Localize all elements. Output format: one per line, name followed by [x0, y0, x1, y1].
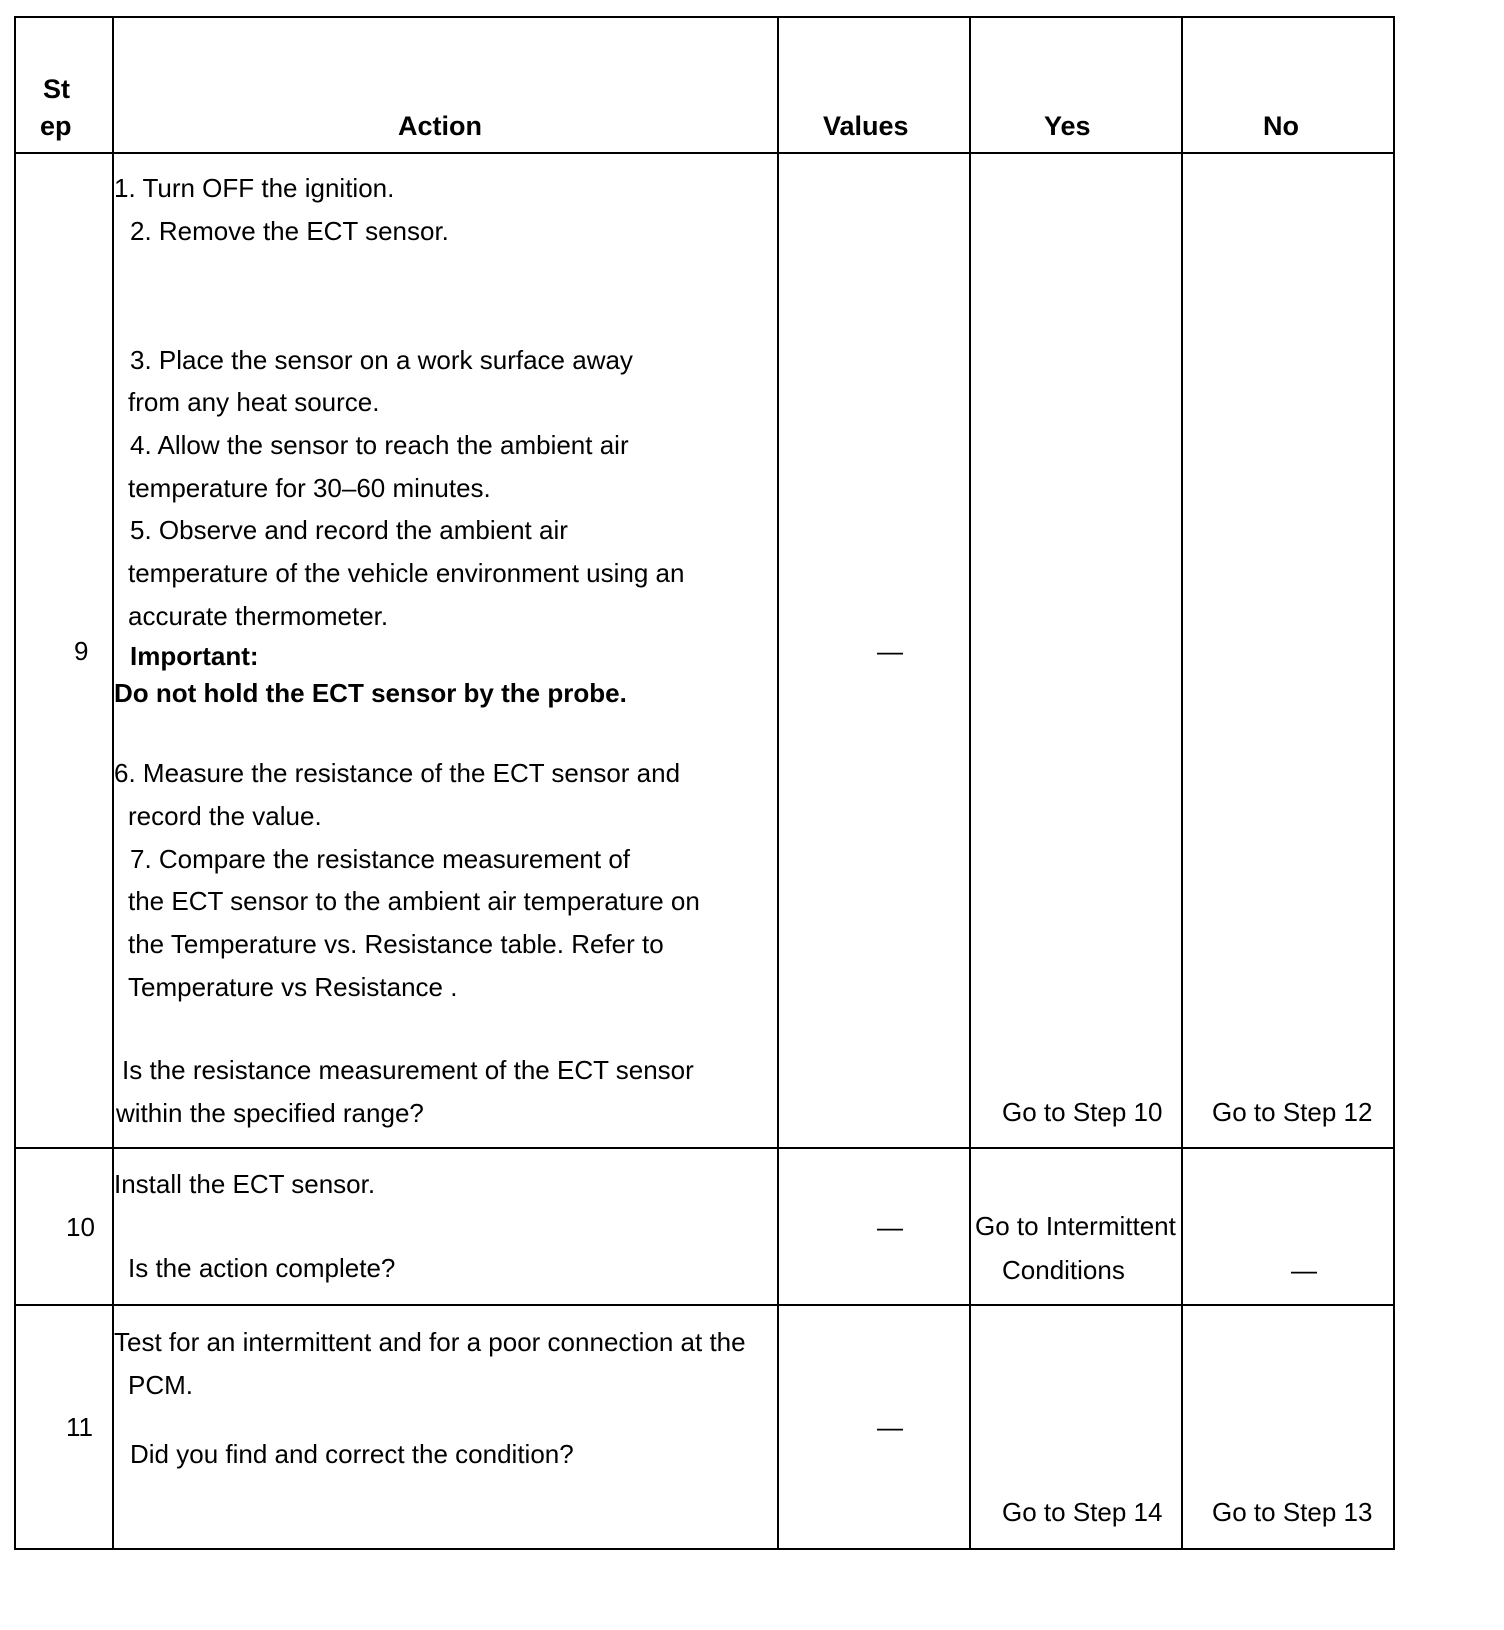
row10-question-line: Is the action complete? [128, 1253, 396, 1283]
row10-yes-link-line2[interactable]: Conditions [1002, 1255, 1125, 1285]
row9-action-line: Temperature vs Resistance . [128, 972, 458, 1002]
row9-question-line: within the specified range? [116, 1098, 424, 1128]
row9-action-line: 6. Measure the resistance of the ECT sensor and [114, 758, 681, 788]
row10-no: — [1291, 1255, 1317, 1285]
row10-values-cell [777, 1147, 971, 1306]
row10-step-cell [14, 1147, 114, 1306]
row11-step-number: 11 [66, 1412, 93, 1442]
row9-action-line: from any heat source. [128, 387, 380, 417]
header-step-line2: ep [40, 111, 72, 141]
row10-action-line: Install the ECT sensor. [114, 1169, 376, 1199]
row9-action-line: 2. Remove the ECT sensor. [130, 216, 449, 246]
row9-question-line: Is the resistance measurement of the ECT sensor [122, 1055, 694, 1085]
row9-action-line: the ECT sensor to the ambient air temperature on [128, 886, 700, 916]
row11-step-cell [14, 1304, 114, 1550]
row9-values-cell [777, 152, 971, 1149]
header-step-line1: St [43, 74, 70, 104]
row9-action-line: 7. Compare the resistance measurement of [130, 844, 631, 874]
row9-step-number: 9 [74, 636, 89, 666]
row11-no-link[interactable]: Go to Step 13 [1212, 1497, 1373, 1527]
row11-question-line: Did you find and correct the condition? [130, 1439, 574, 1469]
row10-values: — [877, 1212, 903, 1242]
row9-action-line: 4. Allow the sensor to reach the ambient air [130, 430, 629, 460]
row9-action-line: 1. Turn OFF the ignition. [114, 173, 395, 203]
row9-action-line: 5. Observe and record the ambient air [130, 515, 568, 545]
row9-important-label: Important: [130, 641, 259, 671]
row9-no-link[interactable]: Go to Step 12 [1212, 1097, 1373, 1127]
row9-important-note: Do not hold the ECT sensor by the probe. [114, 678, 627, 708]
row10-yes-link-line1[interactable]: Go to Intermittent [975, 1211, 1176, 1241]
row10-no-cell [1181, 1147, 1395, 1306]
header-no: No [1263, 111, 1299, 141]
row11-yes-link[interactable]: Go to Step 14 [1002, 1497, 1163, 1527]
row9-step-cell [14, 152, 114, 1149]
header-values: Values [823, 111, 909, 141]
row9-action-line: temperature of the vehicle environment using an [128, 558, 685, 588]
header-yes: Yes [1044, 111, 1091, 141]
row10-step-number: 10 [66, 1212, 95, 1242]
row9-action-line: the Temperature vs. Resistance table. Refer to [128, 929, 664, 959]
row9-action-line: temperature for 30–60 minutes. [128, 473, 491, 503]
row9-no-cell [1181, 152, 1395, 1149]
row11-action-line: Test for an intermittent and for a poor connection at the [114, 1327, 746, 1357]
row11-values: — [877, 1412, 903, 1442]
row9-action-line: 3. Place the sensor on a work surface away [130, 345, 633, 375]
row9-action-line: accurate thermometer. [128, 601, 389, 631]
row9-yes-cell [969, 152, 1183, 1149]
row11-action-line: PCM. [128, 1370, 193, 1400]
row9-yes-link[interactable]: Go to Step 10 [1002, 1097, 1163, 1127]
header-action: Action [398, 111, 482, 141]
row11-values-cell [777, 1304, 971, 1550]
row9-values: — [877, 636, 903, 666]
row9-action-line: record the value. [128, 801, 322, 831]
